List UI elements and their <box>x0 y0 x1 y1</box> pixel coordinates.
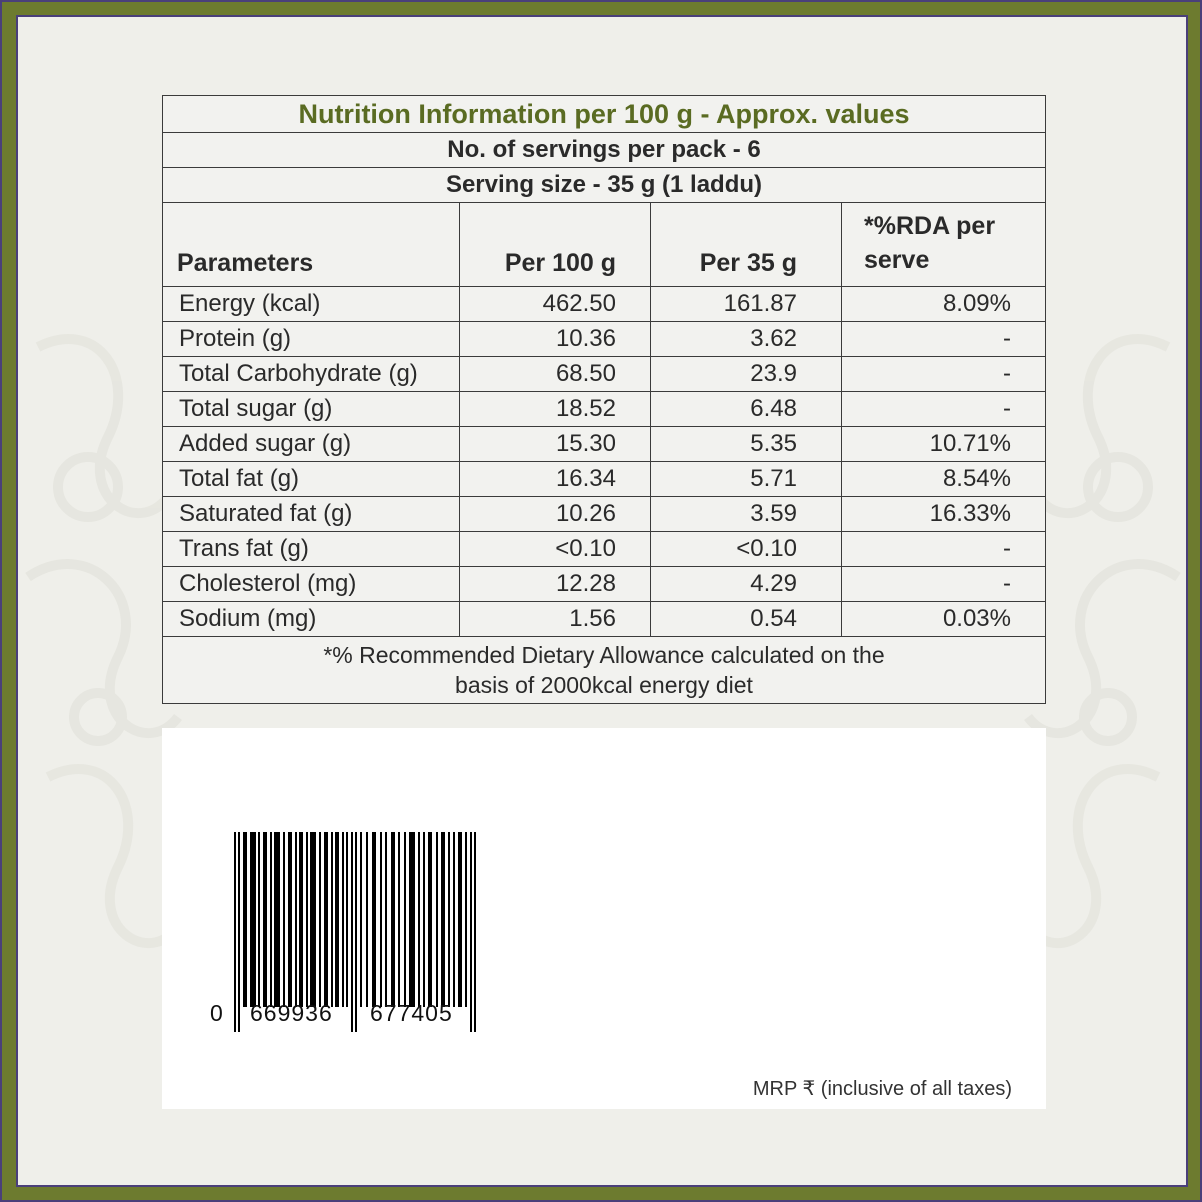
row-rda: 16.33% <box>842 497 1046 532</box>
table-row <box>163 392 1046 427</box>
servings-per-pack: No. of servings per pack - 6 <box>163 133 1046 168</box>
row-per-100g: 462.50 <box>460 287 651 322</box>
row-per-35g: <0.10 <box>651 532 842 567</box>
row-name: Protein (g) <box>163 322 460 357</box>
row-per-100g: 18.52 <box>460 392 651 427</box>
row-rda: 0.03% <box>842 602 1046 637</box>
row-rda: 10.71% <box>842 427 1046 462</box>
table-row <box>163 532 1046 567</box>
row-rda: - <box>842 532 1046 567</box>
nutrition-rows <box>163 287 1046 637</box>
footnote-line2: basis of 2000kcal energy diet <box>455 672 753 698</box>
row-name: Total Carbohydrate (g) <box>163 357 460 392</box>
header-per-35g: Per 35 g <box>651 203 842 287</box>
row-name: Total fat (g) <box>163 462 460 497</box>
row-per-100g: 16.34 <box>460 462 651 497</box>
row-rda: - <box>842 392 1046 427</box>
table-row <box>163 287 1046 322</box>
nutrition-table <box>162 95 1046 704</box>
row-rda: - <box>842 567 1046 602</box>
barcode-right-digits: 677405 <box>370 1000 453 1026</box>
row-rda: 8.54% <box>842 462 1046 497</box>
row-per-100g: 12.28 <box>460 567 651 602</box>
table-row <box>163 357 1046 392</box>
row-name: Sodium (mg) <box>163 602 460 637</box>
barcode-price-box <box>162 728 1046 1109</box>
table-row <box>163 322 1046 357</box>
row-rda: 8.09% <box>842 287 1046 322</box>
row-name: Total sugar (g) <box>163 392 460 427</box>
barcode-left-digits: 669936 <box>250 1000 333 1026</box>
barcode <box>200 814 510 1044</box>
row-per-35g: 5.35 <box>651 427 842 462</box>
rda-footnote <box>163 637 1046 704</box>
row-per-100g: 68.50 <box>460 357 651 392</box>
row-rda: - <box>842 357 1046 392</box>
row-name: Energy (kcal) <box>163 287 460 322</box>
row-name: Cholesterol (mg) <box>163 567 460 602</box>
row-per-100g: 15.30 <box>460 427 651 462</box>
table-row <box>163 567 1046 602</box>
table-row <box>163 602 1046 637</box>
row-rda: - <box>842 322 1046 357</box>
row-per-35g: 4.29 <box>651 567 842 602</box>
row-per-35g: 6.48 <box>651 392 842 427</box>
table-row <box>163 427 1046 462</box>
barcode-bars <box>200 814 510 1044</box>
row-per-35g: 5.71 <box>651 462 842 497</box>
header-rda-line1: *%RDA per <box>864 212 996 240</box>
table-row <box>163 462 1046 497</box>
header-rda <box>842 203 1046 287</box>
table-row <box>163 497 1046 532</box>
row-per-35g: 23.9 <box>651 357 842 392</box>
row-name: Added sugar (g) <box>163 427 460 462</box>
barcode-lead-digit: 0 <box>210 1000 223 1026</box>
row-per-100g: <0.10 <box>460 532 651 567</box>
footnote-line1: *% Recommended Dietary Allowance calculated on the <box>323 642 885 668</box>
header-parameters: Parameters <box>163 203 460 287</box>
row-name: Saturated fat (g) <box>163 497 460 532</box>
row-per-35g: 0.54 <box>651 602 842 637</box>
header-per-100g: Per 100 g <box>460 203 651 287</box>
row-per-100g: 10.36 <box>460 322 651 357</box>
row-per-100g: 10.26 <box>460 497 651 532</box>
mrp-text: MRP ₹ (inclusive of all taxes) <box>752 1078 1012 1100</box>
row-per-100g: 1.56 <box>460 602 651 637</box>
label-panel <box>16 15 1188 1187</box>
row-per-35g: 3.59 <box>651 497 842 532</box>
header-rda-line2: serve <box>864 246 930 274</box>
row-per-35g: 3.62 <box>651 322 842 357</box>
serving-size: Serving size - 35 g (1 laddu) <box>163 168 1046 203</box>
row-per-35g: 161.87 <box>651 287 842 322</box>
row-name: Trans fat (g) <box>163 532 460 567</box>
table-title: Nutrition Information per 100 g - Approx. values <box>163 96 1046 133</box>
